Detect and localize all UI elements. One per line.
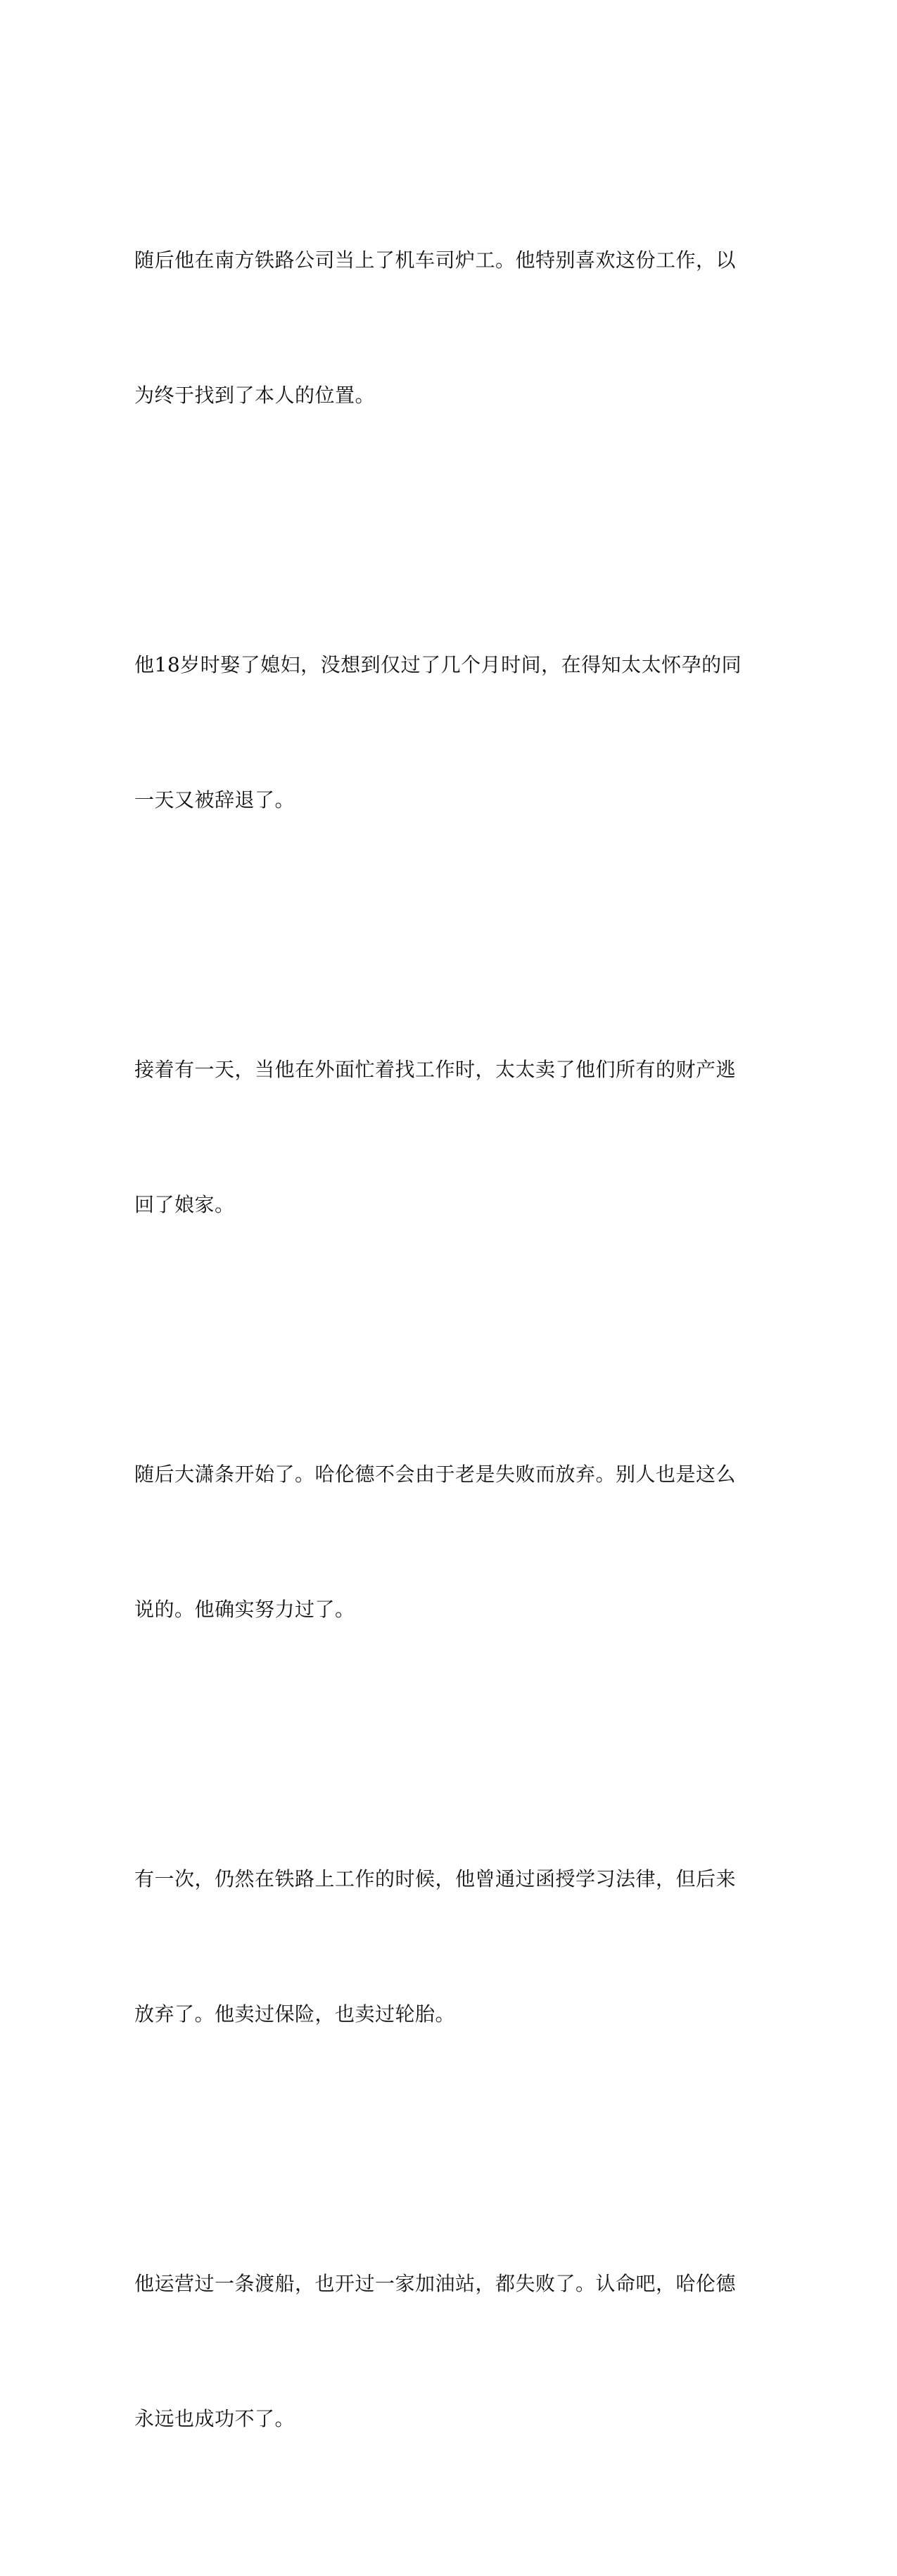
paragraph-line: 回了娘家。 [134,1193,235,1216]
paragraph-line: 说的。他确实努力过了。 [134,1598,355,1621]
paragraph-line: 接着有一天，当他在外面忙着找工作时，太太卖了他们所有的财产逃 [134,1058,737,1081]
paragraph-line: 随后他在南方铁路公司当上了机车司炉工。他特别喜欢这份工作，以 [134,248,737,272]
paragraph-4 [134,1362,753,1722]
paragraph-line: 一天又被辞退了。 [134,788,295,812]
paragraph-line: 有一次，仍然在铁路上工作的时候，他曾通过函授学习法律，但后来 [134,1867,737,1890]
paragraph-6 [134,2171,753,2532]
paragraph-line: 放弃了。他卖过保险，也卖过轮胎。 [134,2002,456,2026]
paragraph-5 [134,1767,753,2127]
paragraph-line: 永远也成功不了。 [134,2407,295,2430]
paragraph-line: 为终于找到了本人的位置。 [134,384,376,407]
paragraph-2 [134,553,753,913]
paragraph-1 [134,148,753,508]
document-body [134,148,753,2576]
paragraph-line: 他运营过一条渡船，也开过一家加油站，都失败了。认命吧，哈伦德 [134,2272,737,2295]
paragraph-3 [134,957,753,1318]
paragraph-line: 他18岁时娶了媳妇，没想到仅过了几个月时间，在得知太太怀孕的同 [134,653,742,676]
paragraph-line: 随后大潇条开始了。哈伦德不会由于老是失败而放弃。别人也是这么 [134,1463,737,1486]
